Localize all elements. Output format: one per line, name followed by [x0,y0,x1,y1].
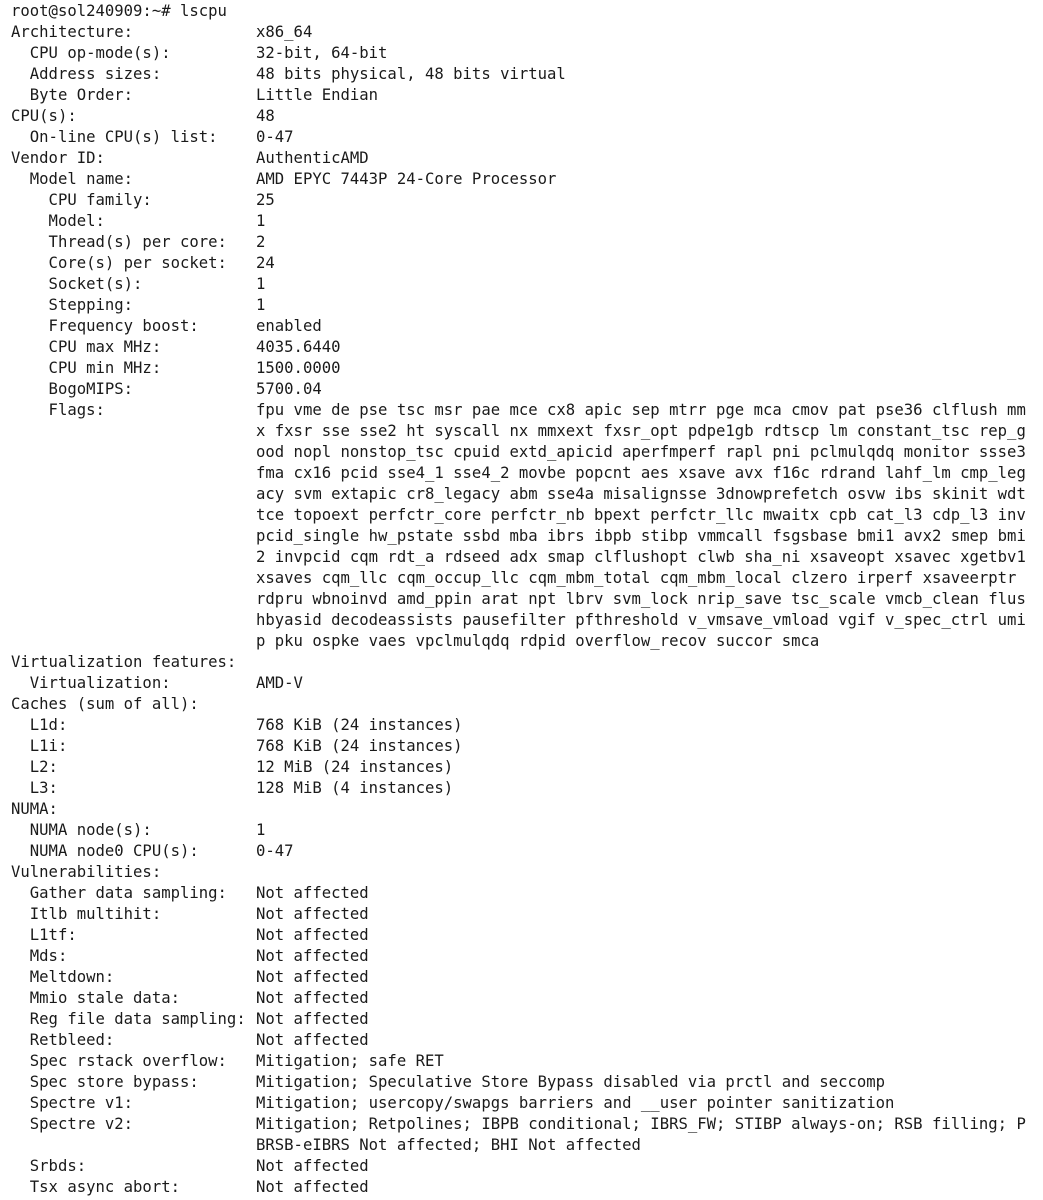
output-row [11,295,1043,316]
row-value: Not affected [256,1031,369,1049]
row-label: NUMA: [11,800,58,818]
output-row [11,211,1043,232]
row-value: fpu vme de pse tsc msr pae mce cx8 apic sep mtrr pge mca cmov pat pse36 clflush mmx fxsr sse sse2 ht syscall nx mmxext fxsr_opt pdpe1gb rdtscp lm constant_tsc rep_good nopl nonstop_tsc cpuid extd_apicid aperfmperf rapl pni pclmulqdq monitor ssse3 fma cx16 pcid sse4_1 sse4_2 movbe popcnt aes xsave avx f16c rdrand lahf_lm cmp_legacy svm extapic cr8_legacy abm sse4a misalignsse 3dnowprefetch osvw ibs skinit wdt tce topoext perfctr_core perfctr_nb bpext perfctr_llc mwaitx cpb cat_l3 cdp_l3 invpcid_single hw_pstate ssbd mba ibrs ibpb stibp vmmcall fsgsbase bmi1 avx2 smep bmi2 invpcid cqm rdt_a rdseed adx smap clflushopt clwb sha_ni xsaveopt xsavec xgetbv1 xsaves cqm_llc cqm_occup_llc cqm_mbm_total cqm_mbm_local clzero irperf xsaveerptr rdpru wbnoinvd amd_ppin arat npt lbrv svm_lock nrip_save tsc_scale vmcb_clean flushbyasid decodeassists pausefilter pfthreshold v_vmsave_vmload vgif v_spec_ctrl umip pku ospke vaes vpclmulqdq rdpid overflow_recov succor smca [256,401,1036,650]
row-label: Caches (sum of all): [11,695,199,713]
row-label: Reg file data sampling: [11,1010,246,1028]
row-value: Mitigation; usercopy/swapgs barriers and __user pointer sanitization [256,1094,895,1112]
output-row [11,1030,1043,1051]
row-label: Stepping: [11,296,134,314]
row-value: Not affected [256,1157,369,1175]
output-row [11,673,1043,694]
output-row [11,736,1043,757]
prompt-line [11,1,1043,22]
row-label: Tsx async abort: [11,1178,180,1196]
row-value: 2 [256,233,266,251]
row-value: 768 KiB (24 instances) [256,716,463,734]
output-row [11,1177,1043,1198]
row-label: CPU family: [11,191,152,209]
row-value: Not affected [256,1010,369,1028]
output-row [11,883,1043,904]
row-label: Spectre v1: [11,1094,134,1112]
row-label: CPU op-mode(s): [11,44,171,62]
row-value: Mitigation; Retpolines; IBPB conditional; IBRS_FW; STIBP always-on; RSB filling; PBRSB-eIBRS Not affected; BHI Not affected [256,1115,1026,1154]
row-value: 1 [256,275,266,293]
row-value: Not affected [256,905,369,923]
output-row [11,1072,1043,1093]
row-label: Model: [11,212,105,230]
output-row [11,379,1043,400]
row-value: 128 MiB (4 instances) [256,779,454,797]
output-row [11,127,1043,148]
row-value: AMD EPYC 7443P 24-Core Processor [256,170,557,188]
row-value: 4035.6440 [256,338,341,356]
row-value: Not affected [256,989,369,1007]
row-label: Retbleed: [11,1031,115,1049]
row-label: Spec rstack overflow: [11,1052,227,1070]
output-row [11,64,1043,85]
output-row [11,358,1043,379]
row-label: Spectre v2: [11,1115,134,1133]
row-value: 1 [256,212,266,230]
output-row [11,274,1043,295]
output-row [11,988,1043,1009]
command-text: lscpu [180,2,227,20]
shell-prompt: root@sol240909:~# [11,2,171,20]
output-row [11,694,1043,715]
output-row [11,862,1043,883]
output-row [11,820,1043,841]
row-value: enabled [256,317,322,335]
row-label: Architecture: [11,23,134,41]
row-label: Spec store bypass: [11,1073,199,1091]
output-row [11,799,1043,820]
row-label: Mds: [11,947,68,965]
output-row [11,1156,1043,1177]
output-row [11,190,1043,211]
row-label: Address sizes: [11,65,162,83]
row-value: AMD-V [256,674,303,692]
output-row [11,85,1043,106]
row-value: 32-bit, 64-bit [256,44,388,62]
output-row [11,43,1043,64]
row-label: On-line CPU(s) list: [11,128,218,146]
output-row [11,1051,1043,1072]
output-row [11,337,1043,358]
output-row [11,925,1043,946]
row-label: L1tf: [11,926,77,944]
output-row [11,22,1043,43]
row-label: Model name: [11,170,134,188]
output-row [11,232,1043,253]
row-label: Gather data sampling: [11,884,227,902]
row-value: 1500.0000 [256,359,341,377]
output-row [11,253,1043,274]
row-value: 0-47 [256,128,294,146]
row-value: 1 [256,296,266,314]
row-label: Itlb multihit: [11,905,162,923]
output-row [11,148,1043,169]
output-row [11,400,1043,652]
row-label: Byte Order: [11,86,134,104]
row-label: CPU min MHz: [11,359,162,377]
row-label: L1i: [11,737,68,755]
row-label: Thread(s) per core: [11,233,227,251]
row-label: Mmio stale data: [11,989,180,1007]
row-value: 0-47 [256,842,294,860]
output-row [11,652,1043,673]
row-value: Not affected [256,968,369,986]
row-value: 1 [256,821,266,839]
row-value: 48 bits physical, 48 bits virtual [256,65,566,83]
row-value: Not affected [256,926,369,944]
row-value: 768 KiB (24 instances) [256,737,463,755]
row-value: 24 [256,254,275,272]
lscpu-output [11,22,1043,1198]
row-value: Mitigation; Speculative Store Bypass disabled via prctl and seccomp [256,1073,886,1091]
row-value: Not affected [256,884,369,902]
row-label: Virtualization: [11,674,171,692]
row-label: Meltdown: [11,968,115,986]
row-label: Core(s) per socket: [11,254,227,272]
row-label: L3: [11,779,58,797]
row-value: AuthenticAMD [256,149,369,167]
row-label: NUMA node0 CPU(s): [11,842,199,860]
row-label: Frequency boost: [11,317,199,335]
row-label: L1d: [11,716,68,734]
output-row [11,715,1043,736]
row-label: Srbds: [11,1157,87,1175]
row-label: CPU(s): [11,107,77,125]
row-label: Vulnerabilities: [11,863,162,881]
row-value: 48 [256,107,275,125]
output-row [11,841,1043,862]
output-row [11,1093,1043,1114]
output-row [11,757,1043,778]
row-value: Little Endian [256,86,379,104]
row-label: CPU max MHz: [11,338,162,356]
row-label: NUMA node(s): [11,821,152,839]
row-label: Flags: [11,401,105,419]
output-row [11,946,1043,967]
output-row [11,778,1043,799]
row-value: Mitigation; safe RET [256,1052,444,1070]
output-row [11,169,1043,190]
row-label: Virtualization features: [11,653,237,671]
row-label: BogoMIPS: [11,380,134,398]
row-value: 12 MiB (24 instances) [256,758,454,776]
row-value: 5700.04 [256,380,322,398]
output-row [11,967,1043,988]
row-label: Vendor ID: [11,149,105,167]
row-value: 25 [256,191,275,209]
output-row [11,1114,1043,1156]
row-label: L2: [11,758,58,776]
row-value: x86_64 [256,23,313,41]
row-value: Not affected [256,1178,369,1196]
output-row [11,316,1043,337]
row-value: Not affected [256,947,369,965]
output-row [11,1009,1043,1030]
output-row [11,904,1043,925]
output-row [11,106,1043,127]
row-label: Socket(s): [11,275,143,293]
